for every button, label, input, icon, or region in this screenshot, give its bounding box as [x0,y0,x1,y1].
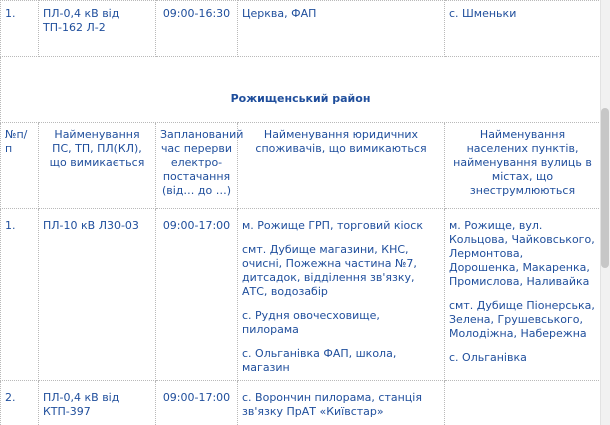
line-name: ПЛ-10 кВ Л30-03 [39,209,156,381]
settlement-entry: с. Ольганівка [449,351,527,364]
header-settlements: Найменування населених пунктів, найменування вулиць в містах, що знеструмлюються [445,123,601,209]
consumer-entry: м. Рожище ГРП, торговий кіоск [242,219,423,232]
table-row [1,381,601,425]
vertical-scrollbar[interactable] [600,0,610,425]
settlements-cell [445,381,601,425]
district-row [1,57,601,123]
settlements-cell [445,209,601,381]
outage-time: 09:00-17:00 [156,381,238,425]
line-name: ПЛ-0,4 кВ від ТП-162 Л-2 [39,1,156,57]
consumers-cell: Церква, ФАП [238,1,445,57]
settlement-entry: м. Рожище, вул. Кольцова, Чайковського, Лермонтова, Дорошенка, Макаренка, Промислова, Наливайка [449,219,595,288]
header-row [1,123,601,209]
row-number: 1. [1,1,39,57]
line-name: ПЛ-0,4 кВ від КТП-397 [39,381,156,425]
consumer-entry: с. Рудня овочесховище, пилорама [242,309,380,336]
settlement-entry: смт. Дубище Піонерська, Зелена, Грушевського, Молодіжна, Набережна [449,299,595,340]
consumers-cell [238,209,445,381]
scrollbar-thumb[interactable] [601,108,609,268]
settlements-cell: с. Шменьки [445,1,601,57]
outage-time: 09:00-16:30 [156,1,238,57]
header-line: Найменування ПС, ТП, ПЛ(КЛ), що вимикається [39,123,156,209]
table-row [1,1,601,57]
header-num: №п/п [1,123,39,209]
consumers-cell [238,381,445,425]
outage-time: 09:00-17:00 [156,209,238,381]
row-number: 2. [1,381,39,425]
consumer-entry: с. Ворончин пилорама, станція зв'язку ПрАТ «Київстар» [242,391,422,418]
consumer-entry: с. Ольганівка ФАП, школа, магазин [242,347,397,374]
consumer-entry: смт. Дубище магазини, КНС, очисні, Пожежна частина №7, дитсадок, відділення зв'язку, АТС, водозабір [242,243,417,298]
header-time: Запланований час перерви електро-постачання (від… до …) [156,123,238,209]
table-row [1,209,601,381]
header-consumers: Найменування юридичних споживачів, що вимикаються [238,123,445,209]
district-title: Рожищенський район [1,57,601,123]
row-number: 1. [1,209,39,381]
